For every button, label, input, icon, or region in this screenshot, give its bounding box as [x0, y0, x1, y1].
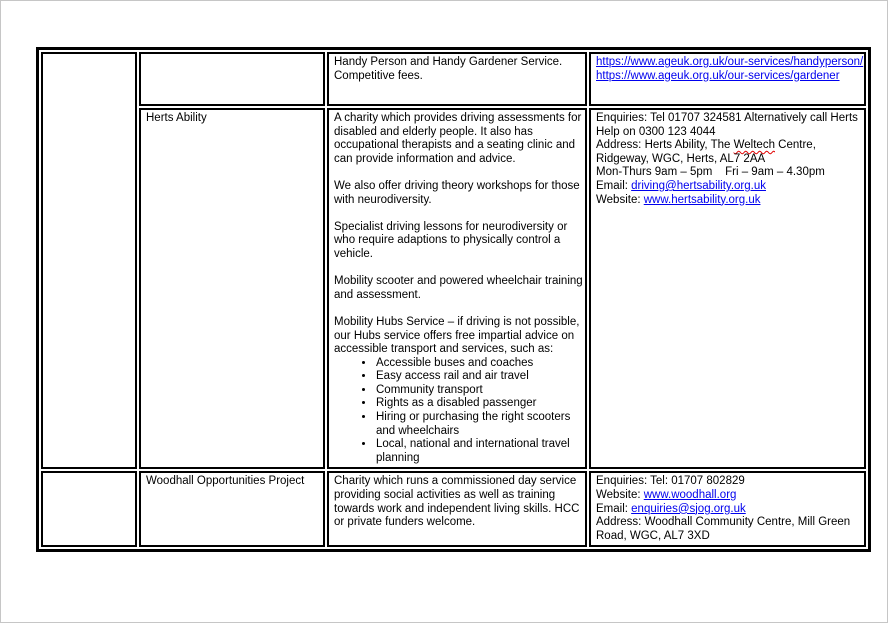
contact-cell: [589, 108, 866, 469]
category-cell: [41, 471, 137, 547]
hyperlink[interactable]: driving@hertsability.org.uk: [631, 179, 766, 192]
blank-line: [334, 262, 583, 276]
text-run: Charity which runs a commissioned day service providing social activities as well as training towards work and independent living skills. HCC or private funders welcome.: [334, 475, 580, 529]
table-row-woodhall: [41, 471, 866, 547]
text-run: Centre, Ridgeway, WGC, Herts, AL7 2AA: [596, 139, 816, 165]
organisation-cell: [139, 52, 325, 106]
hyperlink[interactable]: https://www.ageuk.org.uk/our-services/handyperson/: [596, 56, 864, 68]
table-row-herts-ability: [41, 108, 866, 469]
category-cell: [41, 52, 137, 469]
description-cell: [327, 471, 587, 547]
bullet-item: • Accessible buses and coaches: [375, 357, 583, 371]
hyperlink[interactable]: www.woodhall.org: [643, 489, 737, 502]
organisation-cell: Woodhall Opportunities Project: [139, 471, 325, 547]
text-line: [596, 56, 862, 70]
table-row-handy-services: [41, 52, 866, 106]
bullet-list: [334, 357, 583, 466]
hyperlink[interactable]: enquiries@sjog.org.uk: [631, 502, 746, 515]
text-run: Website:: [596, 489, 644, 502]
text-run: We also offer driving theory workshops for those with neurodiversity.: [334, 179, 580, 206]
blank-line: [334, 302, 583, 316]
text-line: [596, 475, 862, 489]
text-line: [334, 275, 583, 302]
text-line: [596, 516, 862, 543]
misspelled-word: Weltech: [733, 139, 775, 152]
contact-cell: [589, 471, 866, 547]
text-run: Address: Herts Ability, The: [596, 139, 734, 152]
bullet-item: • Easy access rail and air travel: [375, 370, 583, 384]
text-line: [596, 166, 862, 180]
hyperlink[interactable]: www.hertsability.org.uk: [643, 193, 761, 206]
text-line: [596, 139, 862, 166]
text-run: Enquiries: Tel: 01707 802829: [596, 475, 745, 488]
text-run: Mobility scooter and powered wheelchair training and assessment.: [334, 275, 583, 301]
contact-cell: [589, 52, 866, 106]
text-run: Website:: [596, 193, 644, 206]
text-line: [334, 221, 583, 262]
description-cell: [327, 108, 587, 469]
text-line: [596, 112, 862, 139]
text-line: [596, 194, 862, 208]
text-run: Handy Person and Handy Gardener Service. Competitive fees.: [334, 56, 563, 82]
bullet-item: • Hiring or purchasing the right scooters and wheelchairs: [375, 411, 583, 438]
blank-line: [334, 166, 583, 180]
text-run: Mobility Hubs Service – if driving is not possible, our Hubs service offers free impartial advice on accessible transport and services, such as:: [334, 315, 580, 356]
text-line: [334, 56, 583, 83]
text-run: Mon-Thurs 9am – 5pm Fri – 9am – 4.30pm: [596, 166, 825, 179]
text-run: Enquiries: Tel 01707 324581 Alternatively call Herts Help on 0300 123 4044: [596, 112, 858, 138]
description-cell: [327, 52, 587, 106]
text-run: Address: Woodhall Community Centre, Mill Green Road, WGC, AL7 3XD: [596, 516, 851, 542]
text-line: [334, 316, 583, 357]
text-run: A charity which provides driving assessments for disabled and elderly people. It also has occupational therapists and a seating clinic and can provide information and advice.: [334, 112, 582, 165]
organisation-cell: Herts Ability: [139, 108, 325, 469]
text-line: [334, 112, 583, 166]
text-run: Email:: [596, 179, 632, 192]
text-line: [596, 503, 862, 517]
hyperlink[interactable]: https://www.ageuk.org.uk/our-services/gardener: [596, 69, 840, 82]
text-line: [334, 180, 583, 207]
text-line: [596, 180, 862, 194]
blank-line: [334, 207, 583, 221]
bullet-item: • Local, national and international travel planning: [375, 438, 583, 465]
text-line: [596, 489, 862, 503]
bullet-item: • Rights as a disabled passenger: [375, 397, 583, 411]
bullet-item: • Community transport: [375, 384, 583, 398]
text-line: [334, 475, 583, 529]
services-table: [36, 47, 871, 552]
text-run: Email:: [596, 502, 632, 515]
text-run: Specialist driving lessons for neurodiversity or who require adaptions to physically control a vehicle.: [334, 220, 568, 260]
text-line: [596, 70, 862, 84]
